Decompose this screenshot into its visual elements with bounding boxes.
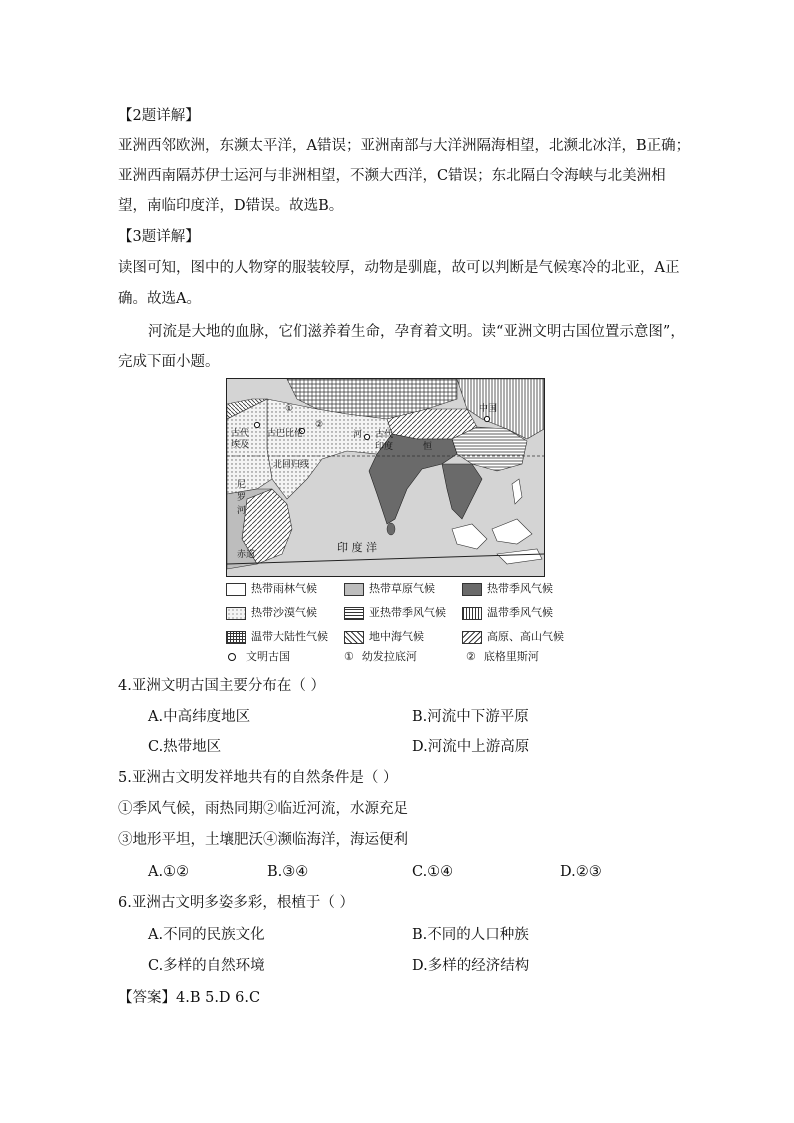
q4-option-b: B.河流中下游平原: [412, 709, 529, 725]
label-equator: 赤道: [237, 550, 256, 560]
q6-option-a: A.不同的民族文化: [148, 927, 265, 943]
map-svg: [227, 379, 544, 576]
legend-label: 热带沙漠气候: [251, 606, 317, 619]
label-ganges: 恒: [423, 442, 433, 452]
legend-temperate-monsoon: [462, 606, 553, 620]
q2-line-1: 亚洲西邻欧洲，东濒太平洋，A错误；亚洲南部与大洋洲隔海相望，北濒北冰洋，B正确；: [118, 138, 691, 154]
intro-line-2: 完成下面小题。: [118, 354, 220, 370]
legend-label: 高原、高山气候: [487, 630, 564, 643]
label-china: 中国: [479, 404, 498, 414]
legend-tigris: [466, 650, 539, 664]
q3-heading: 【3题详解】: [118, 229, 200, 245]
legend-subtropical-monsoon: [344, 606, 446, 620]
question-4: 4.亚洲文明古国主要分布在（ ）: [118, 678, 325, 694]
label-indus: 河: [353, 430, 363, 440]
legend-label: 底格里斯河: [483, 650, 539, 663]
legend-rainforest: [226, 582, 317, 596]
label-india-1: 古代: [375, 430, 394, 440]
label-nile-1: 尼: [237, 480, 247, 490]
legend-label: 热带草原气候: [369, 582, 435, 595]
swatch-diagonal: [462, 631, 482, 644]
question-5: 5.亚洲古文明发祥地共有的自然条件是（ ）: [118, 770, 398, 786]
legend-symbol: ②: [466, 650, 476, 663]
q5-statement-1: ①季风气候，雨热同期②临近河流，水源充足: [118, 801, 408, 817]
legend-label: 幼发拉底河: [361, 650, 417, 663]
q5-option-c: C.①④: [412, 864, 454, 880]
q2-heading: 【2题详解】: [118, 108, 200, 124]
q4-option-c: C.热带地区: [148, 739, 222, 755]
label-river-1: ①: [285, 404, 294, 414]
q2-line-3: 望，南临印度洋，D错误。故选B。: [118, 198, 344, 214]
legend-label: 亚热带季风气候: [369, 606, 446, 619]
label-egypt-2: 埃及: [231, 440, 250, 450]
q5-option-b: B.③④: [267, 864, 309, 880]
legend-desert: [226, 606, 317, 620]
label-babylon: 古巴比伦: [267, 429, 304, 439]
legend-plateau: [462, 630, 564, 644]
legend-label: 温带季风气候: [487, 606, 553, 619]
legend-civilization: [228, 650, 290, 664]
q3-line-1: 读图可知，图中的人物穿的服装较厚，动物是驯鹿，故可以判断是气候寒冷的北亚，A正: [118, 260, 680, 276]
swatch-blank: [226, 583, 246, 596]
q4-option-d: D.河流中上游高原: [412, 739, 530, 755]
swatch-grid: [226, 631, 246, 644]
legend-label: 地中海气候: [369, 630, 424, 643]
answer-line: 【答案】4.B 5.D 6.C: [118, 990, 261, 1006]
label-tropic: 北回归线: [273, 460, 310, 470]
swatch-diagonal-back: [344, 631, 364, 644]
legend-tropical-monsoon: [462, 582, 553, 596]
intro-line-1: 河流是大地的血脉，它们滋养着生命，孕育着文明。读“亚洲文明古国位置示意图”，: [148, 324, 685, 340]
legend-euphrates: [344, 650, 417, 664]
swatch-light-gray: [344, 583, 364, 596]
legend-mediterranean: [344, 630, 424, 644]
q5-option-a: A.①②: [148, 864, 190, 880]
q5-statement-2: ③地形平坦，土壤肥沃④濒临海洋，海运便利: [118, 832, 408, 848]
q2-line-2: 亚洲西南隔苏伊士运河与非洲相望，不濒大西洋，C错误；东北隔白令海峡与北美洲相: [118, 168, 666, 184]
asia-civilization-map: [226, 378, 545, 577]
label-indian-ocean: 印 度 洋: [337, 541, 377, 554]
swatch-dark-gray: [462, 583, 482, 596]
q3-line-2: 确。故选A。: [118, 291, 201, 307]
q6-option-d: D.多样的经济结构: [412, 958, 530, 974]
legend-label: 文明古国: [246, 650, 290, 663]
civilization-point-icon: [228, 653, 236, 661]
q4-option-a: A.中高纬度地区: [148, 709, 251, 725]
question-6: 6.亚洲古文明多姿多彩，根植于（ ）: [118, 895, 354, 911]
swatch-horizontal: [344, 607, 364, 620]
label-egypt-1: 古代: [231, 429, 250, 439]
legend-label: 热带雨林气候: [251, 582, 317, 595]
label-nile-2: 罗: [237, 493, 247, 503]
swatch-vertical: [462, 607, 482, 620]
legend-continental: [226, 630, 328, 644]
q5-option-d: D.②③: [560, 864, 602, 880]
q6-option-c: C.多样的自然环境: [148, 958, 265, 974]
label-river-2: ②: [315, 420, 324, 430]
swatch-dots: [226, 607, 246, 620]
q6-option-b: B.不同的人口种族: [412, 927, 529, 943]
legend-label: 温带大陆性气候: [251, 630, 328, 643]
label-india-2: 印度: [375, 442, 394, 452]
legend-savanna: [344, 582, 435, 596]
legend-symbol: ①: [344, 650, 354, 663]
label-nile-3: 河: [237, 506, 247, 516]
legend-label: 热带季风气候: [487, 582, 553, 595]
